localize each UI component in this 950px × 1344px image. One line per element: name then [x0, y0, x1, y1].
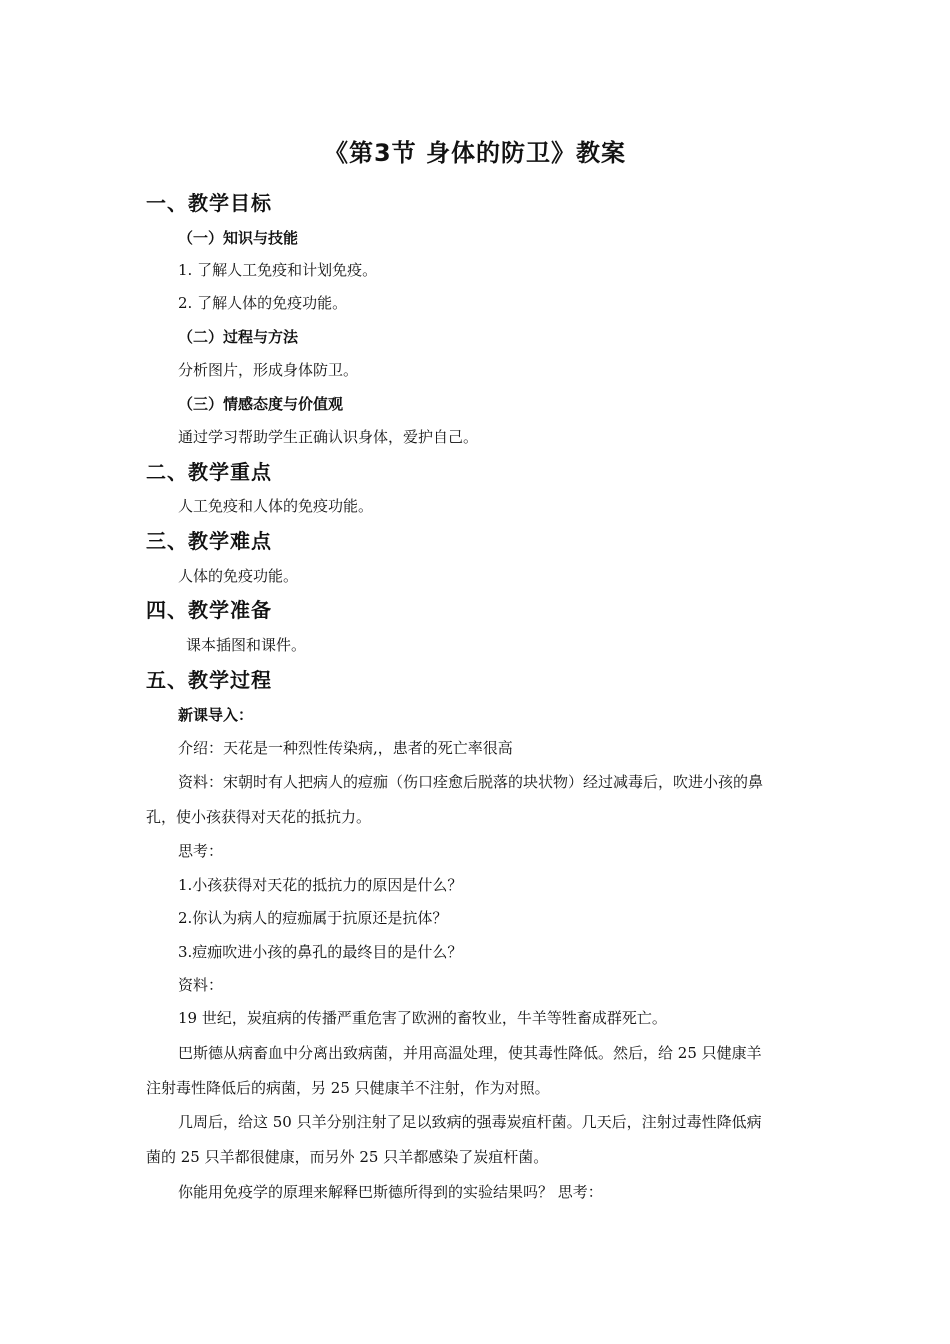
difficulties-text: 人体的免疫功能。 — [178, 567, 299, 585]
heading-key-points: 二、教学重点 — [146, 460, 272, 484]
preparation-text: 课本插图和课件。 — [186, 636, 307, 654]
subheading-process-method: （二）过程与方法 — [178, 328, 299, 346]
attitude-values-text: 通过学习帮助学生正确认识身体，爱护自己。 — [178, 428, 479, 446]
paragraph-weeks-later-line-2: 菌的 25 只羊都很健康，而另外 25 只羊都感染了炭疽杆菌。 — [146, 1148, 549, 1166]
intro-paragraph: 介绍：天花是一种烈性传染病,，患者的死亡率很高 — [178, 739, 513, 757]
paragraph-pasteur-line-2: 注射毒性降低后的病菌，另 25 只健康羊不注射，作为对照。 — [146, 1079, 550, 1097]
subheading-attitude-values: （三）情感态度与价值观 — [178, 395, 344, 413]
paragraph-weeks-later-line-1: 几周后，给这 50 只羊分别注射了足以致病的强毒炭疽杆菌。几天后，注射过毒性降低病 — [178, 1113, 762, 1131]
heading-teaching-goals: 一、教学目标 — [146, 191, 272, 215]
paragraph-question-pasteur: 你能用免疫学的原理来解释巴斯德所得到的实验结果吗？ 思考： — [178, 1183, 603, 1201]
question-2: 2.你认为病人的痘痂属于抗原还是抗体？ — [178, 909, 448, 927]
question-1: 1.小孩获得对天花的抵抗力的原因是什么？ — [178, 876, 463, 894]
material-1-line-1: 资料：宋朝时有人把病人的痘痂（伤口痊愈后脱落的块状物）经过减毒后，吹进小孩的鼻 — [178, 773, 764, 791]
subheading-knowledge-skills: （一）知识与技能 — [178, 229, 299, 247]
page-title: 《第3节 身体的防卫》教案 — [323, 139, 627, 167]
paragraph-19th-century: 19 世纪，炭疽病的传播严重危害了欧洲的畜牧业，牛羊等牲畜成群死亡。 — [178, 1009, 667, 1027]
heading-difficulties: 三、教学难点 — [146, 529, 272, 553]
key-points-text: 人工免疫和人体的免疫功能。 — [178, 497, 374, 515]
subheading-new-lesson-intro: 新课导入： — [178, 706, 254, 724]
material-2-label: 资料： — [178, 976, 224, 994]
process-method-text: 分析图片，形成身体防卫。 — [178, 361, 359, 379]
heading-preparation: 四、教学准备 — [146, 598, 272, 622]
question-3: 3.痘痂吹进小孩的鼻孔的最终目的是什么？ — [178, 943, 463, 961]
paragraph-pasteur-line-1: 巴斯德从病畜血中分离出致病菌，并用高温处理，使其毒性降低。然后，给 25 只健康羊 — [178, 1044, 762, 1062]
goal-item-2: 2. 了解人体的免疫功能。 — [178, 294, 348, 312]
heading-teaching-process: 五、教学过程 — [146, 668, 272, 692]
material-1-line-2: 孔，使小孩获得对天花的抵抗力。 — [146, 808, 372, 826]
think-label-1: 思考： — [178, 842, 224, 860]
goal-item-1: 1. 了解人工免疫和计划免疫。 — [178, 261, 378, 279]
